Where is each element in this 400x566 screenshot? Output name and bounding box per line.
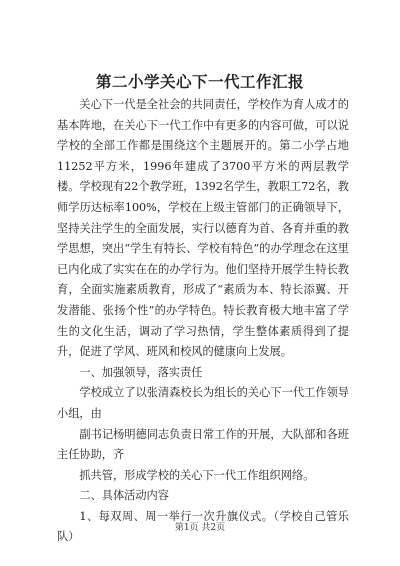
paragraph-leadership-1: 学校成立了以张清森校长为组长的关心下一代工作领导小组，由	[57, 386, 349, 420]
paragraph-intro: 关心下一代是全社会的共同责任，学校作为育人成才的基本阵地，在关心下一代工作中有更多的内容可做，可以说学校的全部工作都是围绕这个主题展开的。第二小学占地11252平方米，1996年建成了3700平方米的两层教学楼。学校现有22个教学班，1392名学生，教职工72名，教师学历达标率100%，学校在上级主管部门的正确领导下，坚持关注学生的全面发展，实行以德育为首、各育并重的教学思想，突出“学生有特长、学校有特色”的办学理念在这里已内化成了实实在在的办学行为。他们坚持开展学生特长教育，全面实施素质教育，形成了“素质为本、特长添翼、开发潜能、张扬个性”的办学特色。特长教育极大地丰富了学生的文化生活，调动了学习热情，学生整体素质得到了提升，促进了学风、班风和校风的健康向上发展。	[57, 98, 349, 359]
page-number-footer: 第1页 共2页	[174, 523, 226, 533]
document-title: 第二小学关心下一代工作汇报	[95, 72, 304, 91]
paragraph-leadership-3: 抓共管，形成学校的关心下一代工作组织网络。	[79, 468, 315, 482]
section-heading-leadership: 一、加强领导，落实责任	[79, 365, 203, 379]
section-heading-activities: 二、具体活动内容	[79, 489, 169, 503]
paragraph-activity-1: 1、每双周、周一举行一次升旗仪式。（学校自己管乐队）	[57, 509, 349, 544]
document-body	[57, 95, 349, 548]
paragraph-leadership-2: 副书记杨明德同志负责日常工作的开展，大队部和各班主任协助，齐	[57, 427, 349, 462]
